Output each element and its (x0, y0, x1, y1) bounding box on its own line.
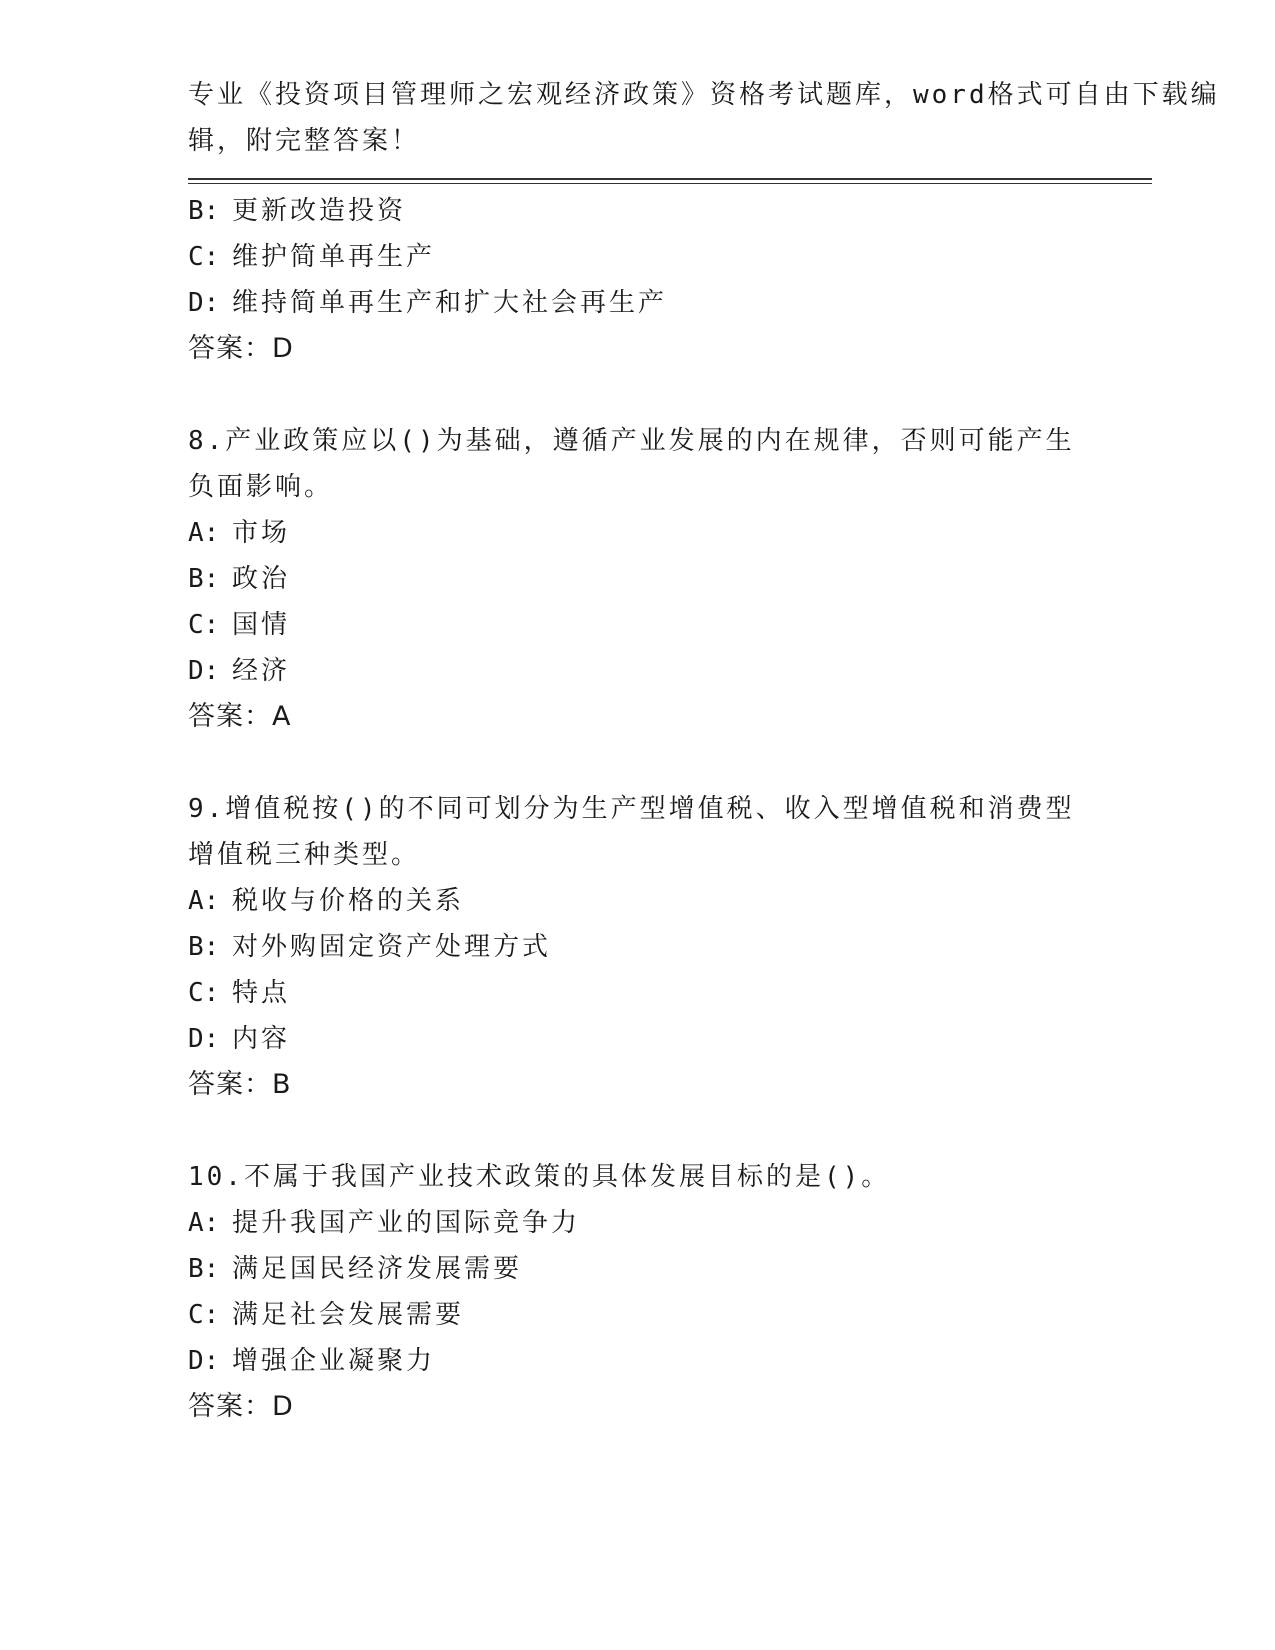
option-b: B: 更新改造投资 (188, 196, 407, 226)
question-9 (188, 786, 1088, 1108)
answer: 答案：D (188, 333, 294, 364)
header-divider-thin (188, 183, 1152, 184)
document-body (188, 188, 1088, 1430)
question-stem-cont: 负面影响。 (188, 472, 334, 502)
question-stem: 10.不属于我国产业技术政策的具体发展目标的是()。 (188, 1162, 891, 1192)
header-divider-thick (188, 178, 1152, 180)
question-stem-cont: 增值税三种类型。 (188, 840, 421, 870)
answer: 答案：D (188, 1391, 294, 1422)
question-stem: 9.增值税按()的不同可划分为生产型增值税、收入型增值税和消费型 (188, 794, 1075, 824)
question-7-tail (188, 188, 1088, 372)
option-b: B: 对外购固定资产处理方式 (188, 932, 552, 962)
option-c: C: 特点 (188, 978, 291, 1008)
option-c: C: 维护简单再生产 (188, 242, 436, 272)
option-c: C: 国情 (188, 610, 291, 640)
option-a: A: 提升我国产业的国际竞争力 (188, 1208, 581, 1238)
option-d: D: 增强企业凝聚力 (188, 1346, 436, 1376)
document-header (188, 72, 1220, 164)
option-a: A: 税收与价格的关系 (188, 886, 465, 916)
question-stem: 8.产业政策应以()为基础，遵循产业发展的内在规律，否则可能产生 (188, 426, 1075, 456)
question-8 (188, 418, 1088, 740)
option-c: C: 满足社会发展需要 (188, 1300, 465, 1330)
header-line-2: 辑，附完整答案！ (188, 126, 421, 156)
option-b: B: 满足国民经济发展需要 (188, 1254, 523, 1284)
answer: 答案：B (188, 1069, 292, 1100)
question-10 (188, 1154, 1088, 1430)
answer: 答案：A (188, 701, 292, 732)
option-d: D: 经济 (188, 656, 291, 686)
header-line-1: 专业《投资项目管理师之宏观经济政策》资格考试题库，word格式可自由下载编 (188, 80, 1220, 110)
option-d: D: 内容 (188, 1024, 291, 1054)
option-d: D: 维持简单再生产和扩大社会再生产 (188, 288, 668, 318)
option-a: A: 市场 (188, 518, 291, 548)
option-b: B: 政治 (188, 564, 291, 594)
